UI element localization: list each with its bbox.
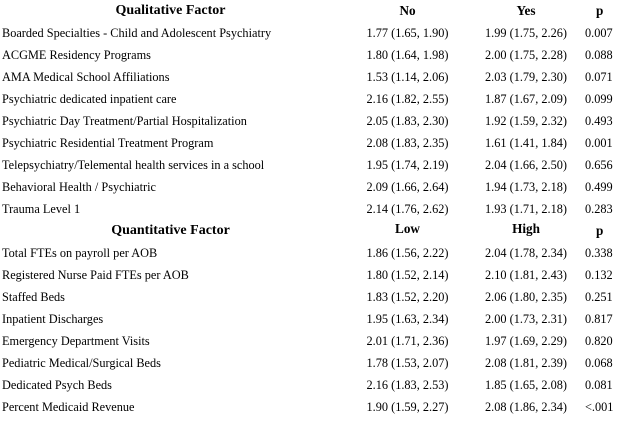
p-value: 0.099 [585, 92, 613, 106]
no-value: 1.95 (1.74, 2.19) [366, 158, 449, 172]
p-value: <.001 [585, 400, 614, 414]
p-value: 0.007 [585, 26, 613, 40]
quantitative-low-heading: Low [395, 221, 420, 236]
quantitative-p-heading: p [596, 223, 604, 238]
qualitative-row [0, 176, 627, 198]
yes-value: 1.93 (1.71, 2.18) [485, 202, 567, 216]
yes-value: 1.61 (1.41, 1.84) [485, 136, 567, 150]
low-value: 1.83 (1.52, 2.20) [366, 290, 449, 304]
p-value: 0.001 [585, 136, 613, 150]
low-value: 1.90 (1.59, 2.27) [366, 400, 449, 414]
quantitative-row [0, 242, 627, 264]
low-value: 2.01 (1.71, 2.36) [366, 334, 449, 348]
yes-value: 1.87 (1.67, 2.09) [485, 92, 567, 106]
no-value: 2.05 (1.83, 2.30) [366, 114, 449, 128]
quantitative-high-heading: High [512, 221, 540, 236]
qualitative-row [0, 88, 627, 110]
yes-value: 2.00 (1.75, 2.28) [485, 48, 567, 62]
low-value: 2.16 (1.83, 2.53) [366, 378, 449, 392]
yes-value: 2.04 (1.66, 2.50) [485, 158, 567, 172]
factor-label: Boarded Specialties - Child and Adolescent Psychiatry [2, 26, 272, 40]
low-value: 1.80 (1.52, 2.14) [366, 268, 449, 282]
quantitative-header-row [0, 220, 627, 242]
high-value: 2.00 (1.73, 2.31) [485, 312, 567, 326]
no-value: 1.80 (1.64, 1.98) [366, 48, 449, 62]
high-value: 1.85 (1.65, 2.08) [485, 378, 567, 392]
factor-label: Psychiatric Residential Treatment Program [2, 136, 214, 150]
factor-label: Telepsychiatry/Telemental health services in a school [2, 158, 265, 172]
p-value: 0.088 [585, 48, 613, 62]
qualitative-row [0, 44, 627, 66]
qualitative-row [0, 22, 627, 44]
p-value: 0.817 [585, 312, 613, 326]
quantitative-row [0, 374, 627, 396]
no-value: 2.09 (1.66, 2.64) [366, 180, 449, 194]
factor-label: ACGME Residency Programs [2, 48, 151, 62]
quantitative-row [0, 352, 627, 374]
low-value: 1.78 (1.53, 2.07) [366, 356, 449, 370]
high-value: 2.06 (1.80, 2.35) [485, 290, 567, 304]
factor-label: Percent Medicaid Revenue [2, 400, 135, 414]
no-value: 1.53 (1.14, 2.06) [366, 70, 449, 84]
factor-label: Trauma Level 1 [2, 202, 81, 216]
qualitative-yes-heading: Yes [516, 3, 536, 18]
p-value: 0.338 [585, 246, 613, 260]
qualitative-row [0, 66, 627, 88]
p-value: 0.132 [585, 268, 613, 282]
low-value: 1.95 (1.63, 2.34) [366, 312, 449, 326]
p-value: 0.081 [585, 378, 613, 392]
p-value: 0.068 [585, 356, 613, 370]
p-value: 0.071 [585, 70, 613, 84]
qualitative-header-row [0, 0, 627, 22]
qualitative-no-heading: No [399, 3, 416, 18]
quantitative-row [0, 308, 627, 330]
qualitative-factor-heading-text: Qualitative Factor [115, 3, 226, 18]
qualitative-factor-heading [0, 0, 347, 22]
high-value: 2.08 (1.81, 2.39) [485, 356, 567, 370]
factor-label: Psychiatric dedicated inpatient care [2, 92, 177, 106]
qualitative-p-heading: p [596, 3, 604, 18]
factor-label: Staffed Beds [2, 290, 65, 304]
qualitative-row [0, 154, 627, 176]
p-value: 0.493 [585, 114, 613, 128]
no-value: 1.77 (1.65, 1.90) [366, 26, 449, 40]
factor-label: Psychiatric Day Treatment/Partial Hospitalization [2, 114, 247, 128]
yes-value: 2.03 (1.79, 2.30) [485, 70, 567, 84]
quantitative-row [0, 396, 627, 418]
high-value: 2.08 (1.86, 2.34) [485, 400, 567, 414]
factor-label: Total FTEs on payroll per AOB [2, 246, 158, 260]
yes-value: 1.92 (1.59, 2.32) [485, 114, 567, 128]
no-value: 2.14 (1.76, 2.62) [366, 202, 449, 216]
p-value: 0.499 [585, 180, 613, 194]
quantitative-row [0, 286, 627, 308]
high-value: 2.10 (1.81, 2.43) [485, 268, 567, 282]
quantitative-factor-heading [0, 220, 347, 242]
p-value: 0.251 [585, 290, 613, 304]
high-value: 1.97 (1.69, 2.29) [485, 334, 567, 348]
low-value: 1.86 (1.56, 2.22) [366, 246, 449, 260]
factor-label: AMA Medical School Affiliations [2, 70, 170, 84]
qualitative-row [0, 110, 627, 132]
p-value: 0.283 [585, 202, 613, 216]
factor-label: Pediatric Medical/Surgical Beds [2, 356, 161, 370]
quantitative-row [0, 264, 627, 286]
factor-label: Inpatient Discharges [2, 312, 104, 326]
factor-label: Emergency Department Visits [2, 334, 150, 348]
quantitative-row [0, 330, 627, 352]
qualitative-row [0, 132, 627, 154]
p-value: 0.656 [585, 158, 613, 172]
quantitative-factor-heading-text: Quantitative Factor [111, 223, 230, 238]
factor-label: Behavioral Health / Psychiatric [2, 180, 157, 194]
yes-value: 1.94 (1.73, 2.18) [485, 180, 567, 194]
no-value: 2.08 (1.83, 2.35) [366, 136, 449, 150]
factor-label: Dedicated Psych Beds [2, 378, 112, 392]
high-value: 2.04 (1.78, 2.34) [485, 246, 567, 260]
p-value: 0.820 [585, 334, 613, 348]
factor-label: Registered Nurse Paid FTEs per AOB [2, 268, 189, 282]
qualitative-row [0, 198, 627, 220]
no-value: 2.16 (1.82, 2.55) [366, 92, 449, 106]
yes-value: 1.99 (1.75, 2.26) [485, 26, 567, 40]
